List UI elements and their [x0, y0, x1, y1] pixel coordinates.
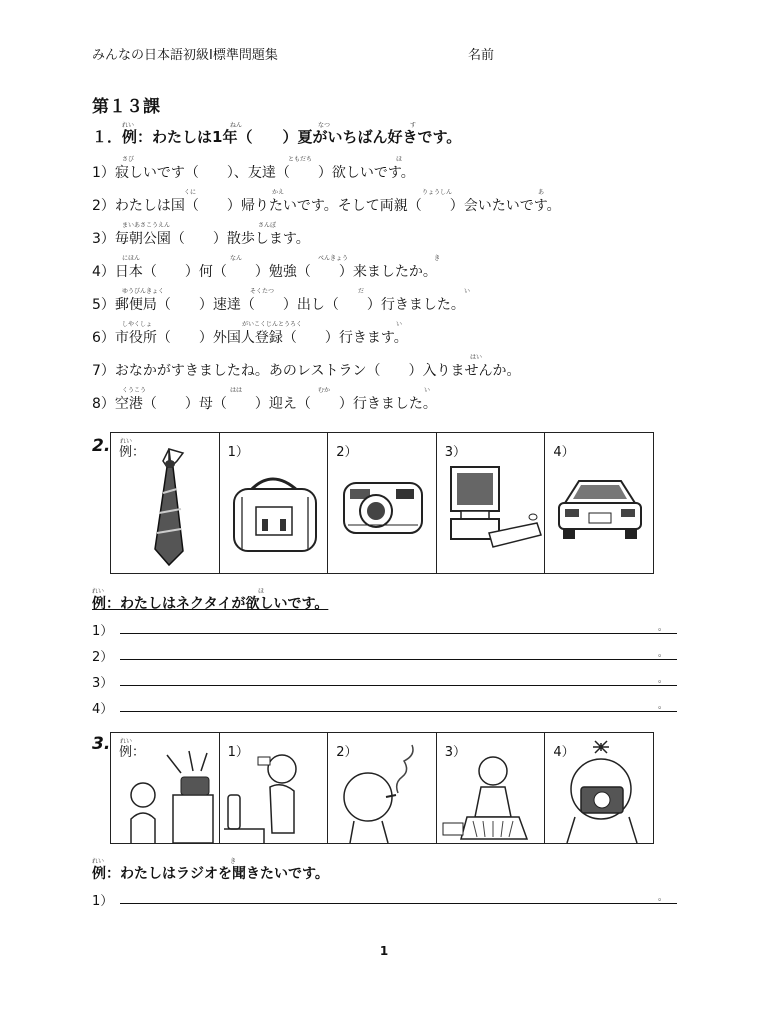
smoking-person-icon — [328, 733, 436, 843]
section3-picture-strip — [110, 732, 654, 844]
section3-panel-4 — [545, 733, 653, 843]
q4-ruby-3: き — [434, 255, 441, 262]
section3-example: 例：わたしはラジオを聞きたいです。 — [92, 866, 329, 882]
s2-example-ruby-0: れい — [92, 588, 105, 595]
panel-label: 3） — [444, 445, 467, 460]
radio-listener-icon — [111, 733, 219, 843]
ruby-nen: ねん — [230, 122, 243, 129]
photographer-icon — [545, 733, 653, 843]
answer-number: 4） — [92, 702, 114, 717]
answer-line[interactable] — [92, 890, 677, 909]
q3-ruby-0: まいあさこうえん — [122, 222, 171, 229]
page-number: 1 — [379, 944, 389, 958]
panel-label: 例： — [119, 445, 146, 460]
q8-ruby-2: むか — [318, 387, 331, 394]
writing-line — [120, 711, 677, 712]
q8-ruby-1: はは — [230, 387, 243, 394]
section1-heading: １．例：わたしは1年（ ）夏がいちばん好きです。 — [92, 128, 462, 146]
q8-ruby-3: い — [424, 387, 431, 394]
answer-line[interactable] — [92, 698, 677, 717]
q1-ruby-1: ともだち — [288, 156, 313, 163]
q3-ruby-1: さんぽ — [258, 222, 277, 229]
q6-ruby-2: い — [396, 321, 403, 328]
panel-example-ruby: れい — [120, 738, 133, 745]
ruby-su: す — [410, 122, 417, 129]
answer-number: 2） — [92, 650, 114, 665]
q4-ruby-1: なん — [230, 255, 243, 262]
panel-example-ruby: れい — [120, 438, 133, 445]
q5-ruby-1: そくたつ — [250, 288, 275, 295]
sentence-period: 。 — [657, 893, 667, 903]
writing-line — [120, 903, 677, 904]
section2-panel-3 — [437, 433, 546, 573]
panel-label: 1） — [227, 445, 249, 460]
writing-line — [120, 659, 677, 660]
section3-panel-1 — [220, 733, 329, 843]
answer-number: 1） — [92, 894, 114, 909]
necktie-icon — [111, 433, 219, 573]
question-2: 2）わたしは国（ ）帰りたいです。そして両親（ ）会いたいです。 — [92, 198, 561, 214]
q2-ruby-2: りょうしん — [422, 189, 453, 196]
q5-ruby-0: ゆうびんきょく — [122, 288, 165, 295]
section2-panel-4 — [545, 433, 653, 573]
car-icon — [545, 433, 653, 573]
section2-picture-strip — [110, 432, 654, 574]
question-5: 5）郵便局（ ）速達（ ）出し（ ）行きました。 — [92, 297, 465, 313]
section2-panel-example — [111, 433, 220, 573]
panel-label: 例： — [119, 745, 146, 760]
q2-ruby-1: かえ — [272, 189, 285, 196]
section2-panel-1 — [220, 433, 329, 573]
sentence-period: 。 — [657, 701, 667, 711]
q2-ruby-0: くに — [184, 189, 197, 196]
name-label: 名前 — [468, 48, 495, 63]
q5-ruby-2: だ — [358, 288, 365, 295]
question-4: 4）日本（ ）何（ ）勉強（ ）来ましたか。 — [92, 264, 437, 280]
sentence-period: 。 — [657, 623, 667, 633]
section2-example: 例：わたしはネクタイが欲しいです。 — [92, 596, 329, 612]
ruby-rei: れい — [122, 122, 135, 129]
q4-ruby-2: べんきょう — [318, 255, 349, 262]
s2-example-ruby-1: ほ — [258, 588, 265, 595]
writing-line — [120, 685, 677, 686]
panel-label: 1） — [227, 745, 249, 760]
q6-ruby-0: しやくしょ — [122, 321, 153, 328]
panel-label: 2） — [336, 745, 358, 760]
answer-line[interactable] — [92, 672, 677, 691]
q5-ruby-3: い — [464, 288, 471, 295]
bag-icon — [220, 433, 328, 573]
q8-ruby-0: くうこう — [122, 387, 147, 394]
section2-number: 2. — [92, 436, 111, 456]
answer-line[interactable] — [92, 620, 677, 639]
question-7: 7）おなかがすきましたね。あのレストラン（ ）入りませんか。 — [92, 363, 521, 379]
section3-panel-2 — [328, 733, 437, 843]
section3-panel-example — [111, 733, 220, 843]
s3-example-ruby-0: れい — [92, 858, 105, 865]
lesson-title: 第１３課 — [92, 97, 160, 117]
question-3: 3）毎朝公園（ ）散歩します。 — [92, 231, 310, 247]
q6-ruby-1: がいこくじんとうろく — [242, 321, 303, 328]
q7-ruby-0: はい — [470, 354, 483, 361]
answer-number: 1） — [92, 624, 114, 639]
q1-ruby-0: さび — [122, 156, 135, 163]
panel-label: 2） — [336, 445, 358, 460]
section2-panel-2 — [328, 433, 437, 573]
panel-label: 4） — [553, 745, 575, 760]
book-title: みんなの日本語初級Ⅰ標準問題集 — [92, 48, 278, 63]
question-8: 8）空港（ ）母（ ）迎え（ ）行きました。 — [92, 396, 437, 412]
sentence-period: 。 — [657, 649, 667, 659]
q2-ruby-3: あ — [538, 189, 545, 196]
writing-person-icon — [437, 733, 545, 843]
answer-line[interactable] — [92, 646, 677, 665]
question-6: 6）市役所（ ）外国人登録（ ）行きます。 — [92, 330, 408, 346]
panel-label: 3） — [444, 745, 467, 760]
q4-ruby-0: にほん — [122, 255, 141, 262]
section3-number: 3. — [92, 734, 111, 754]
q1-ruby-2: ほ — [396, 156, 403, 163]
answer-number: 3） — [92, 676, 114, 691]
section3-panel-3 — [437, 733, 546, 843]
camera-icon — [328, 433, 436, 573]
writing-line — [120, 633, 677, 634]
s3-example-ruby-1: き — [230, 858, 237, 865]
sentence-period: 。 — [657, 675, 667, 685]
ruby-natsu: なつ — [318, 122, 331, 129]
drinking-person-icon — [220, 733, 328, 843]
computer-icon — [437, 433, 545, 573]
question-1: 1）寂しいです（ ）、友達（ ）欲しいです。 — [92, 165, 415, 181]
panel-label: 4） — [553, 445, 575, 460]
